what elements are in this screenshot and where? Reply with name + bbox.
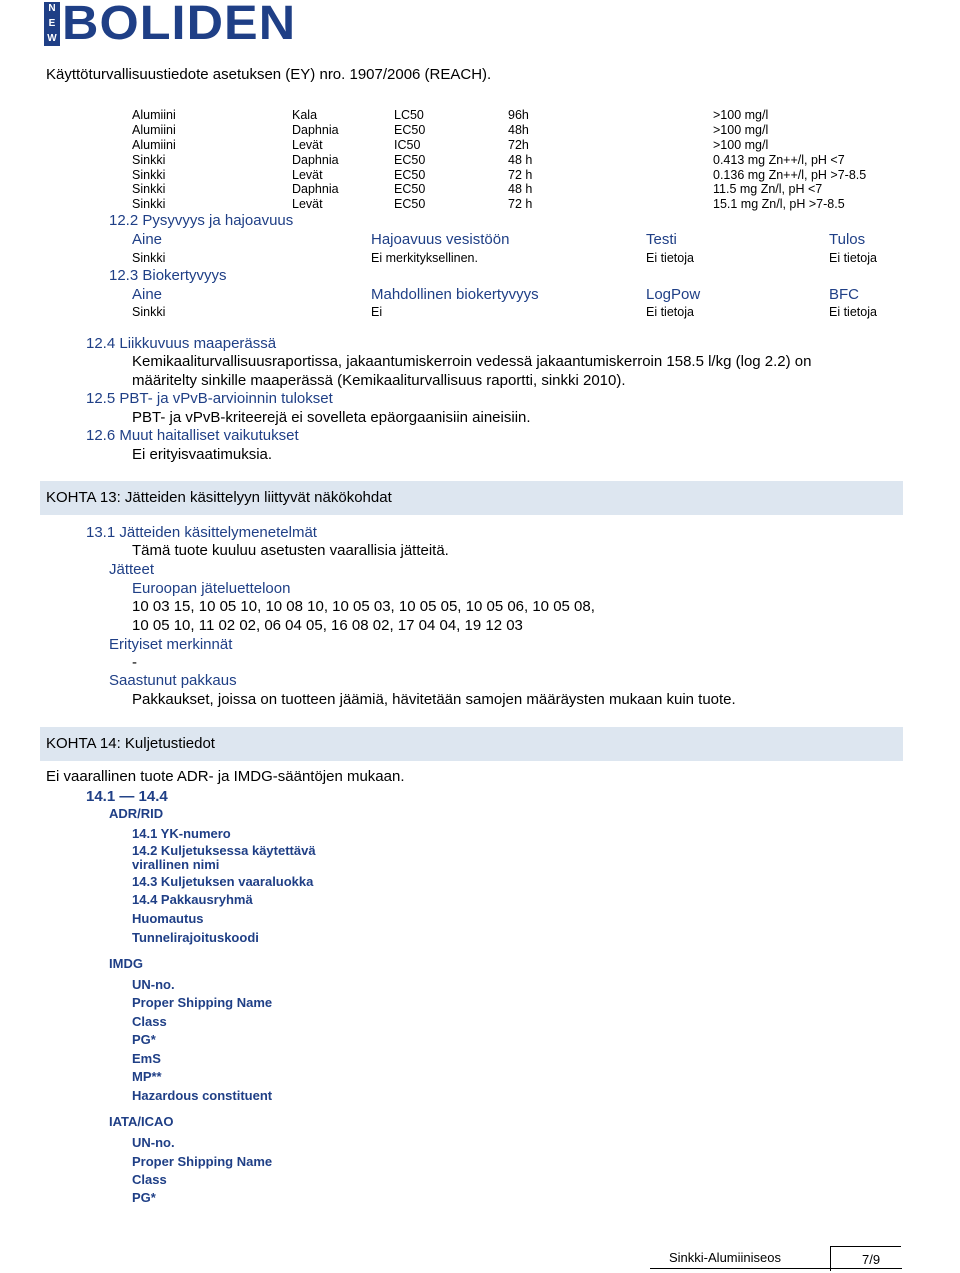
- imdg-item: PG*: [132, 1032, 156, 1047]
- iata-item: PG*: [132, 1190, 156, 1205]
- imdg-item: EmS: [132, 1051, 161, 1066]
- adr-item: 14.2 Kuljetuksessa käytettävä: [132, 843, 316, 858]
- jatteet-label: Jätteet: [109, 561, 155, 578]
- tox-cell: >100 mg/l: [713, 138, 769, 152]
- tox-cell: Alumiini: [132, 123, 176, 137]
- section-14-heading: KOHTA 14: Kuljetustiedot: [46, 735, 215, 752]
- footer-page-number: 7/9: [862, 1252, 881, 1267]
- tox-cell: Kala: [292, 108, 318, 122]
- tox-cell: EC50: [394, 153, 426, 167]
- section-12-3-title: 12.3 Biokertyvyys: [109, 267, 227, 284]
- table-header: LogPow: [646, 286, 701, 303]
- tox-cell: 72h: [508, 138, 529, 152]
- adr-item: Tunnelirajoituskoodi: [132, 930, 259, 945]
- tox-cell: Alumiini: [132, 138, 176, 152]
- tox-cell: >100 mg/l: [713, 108, 769, 122]
- waste-codes: 10 03 15, 10 05 10, 10 08 10, 10 05 03, 10 05 05, 10 05 06, 10 05 08,: [132, 598, 595, 615]
- iata-item: Proper Shipping Name: [132, 1154, 273, 1169]
- iata-item: Class: [132, 1172, 167, 1187]
- tox-cell: Sinkki: [132, 182, 166, 196]
- section-12-4-text: määritelty sinkille maaperässä (Kemikaaliturvallisuus raportti, sinkki 2010).: [132, 372, 626, 389]
- imdg-item: Hazardous constituent: [132, 1088, 273, 1103]
- adr-item: virallinen nimi: [132, 857, 220, 872]
- tox-cell: >100 mg/l: [713, 123, 769, 137]
- tox-cell: 48h: [508, 123, 529, 137]
- imdg-item: Proper Shipping Name: [132, 995, 273, 1010]
- waste-list-label: Euroopan jäteluetteloon: [132, 580, 291, 597]
- special-markings-label: Erityiset merkinnät: [109, 636, 233, 653]
- iata-item: UN-no.: [132, 1135, 175, 1150]
- tox-cell: 72 h: [508, 168, 533, 182]
- logo-new-letter: W: [47, 32, 57, 44]
- tox-cell: Levät: [292, 138, 323, 152]
- tox-cell: Levät: [292, 168, 323, 182]
- iata-icao-label: IATA/ICAO: [109, 1114, 174, 1129]
- section-12-5-text: PBT- ja vPvB-kriteerejä ei sovelleta epäorgaanisiin aineisiin.: [132, 409, 531, 426]
- tox-cell: 15.1 mg Zn/l, pH >7-8.5: [713, 197, 845, 211]
- tox-cell: EC50: [394, 168, 426, 182]
- logo-new-letter: N: [48, 3, 56, 15]
- tox-cell: 48 h: [508, 153, 533, 167]
- boliden-logo: [44, 0, 306, 50]
- transport-intro: Ei vaarallinen tuote ADR- ja IMDG-sääntöjen mukaan.: [46, 768, 405, 785]
- table-header: Aine: [132, 231, 163, 248]
- imdg-item: MP**: [132, 1069, 162, 1084]
- tox-cell: EC50: [394, 182, 426, 196]
- footer-product-name: Sinkki-Alumiiniseos: [669, 1250, 781, 1265]
- tox-cell: IC50: [394, 138, 421, 152]
- adr-rid-label: ADR/RID: [109, 806, 164, 821]
- tox-cell: 48 h: [508, 182, 533, 196]
- table-header: Mahdollinen biokertyvyys: [371, 286, 539, 303]
- tox-cell: Sinkki: [132, 168, 166, 182]
- document-header: Käyttöturvallisuustiedote asetuksen (EY) nro. 1907/2006 (REACH).: [46, 66, 492, 83]
- tox-cell: Sinkki: [132, 197, 166, 211]
- section-12-5-title: 12.5 PBT- ja vPvB-arvioinnin tulokset: [86, 390, 333, 407]
- tox-cell: 0.413 mg Zn++/l, pH <7: [713, 153, 845, 167]
- table-header: BFC: [829, 286, 859, 303]
- tox-cell: EC50: [394, 123, 426, 137]
- special-markings-value: -: [132, 654, 137, 671]
- table-cell: Ei tietoja: [646, 251, 694, 265]
- tox-cell: Daphnia: [292, 153, 339, 167]
- imdg-label: IMDG: [109, 956, 143, 971]
- table-header: Aine: [132, 286, 163, 303]
- table-cell: Sinkki: [132, 305, 166, 319]
- section-12-6-text: Ei erityisvaatimuksia.: [132, 446, 273, 463]
- table-cell: Sinkki: [132, 251, 166, 265]
- imdg-item: UN-no.: [132, 977, 175, 992]
- tox-cell: 72 h: [508, 197, 533, 211]
- tox-cell: 0.136 mg Zn++/l, pH >7-8.5: [713, 168, 867, 182]
- adr-item: 14.1 YK-numero: [132, 826, 231, 841]
- section-13-band: [40, 481, 903, 515]
- imdg-item: Class: [132, 1014, 167, 1029]
- footer-rule: [650, 1268, 902, 1269]
- adr-item: 14.4 Pakkausryhmä: [132, 892, 253, 907]
- adr-item: 14.3 Kuljetuksen vaaraluokka: [132, 874, 314, 889]
- section-12-4-title: 12.4 Liikkuvuus maaperässä: [86, 335, 277, 352]
- contaminated-packaging-text: Pakkaukset, joissa on tuotteen jäämiä, hävitetään samojen määräysten mukaan kuin tuote.: [132, 691, 736, 708]
- section-12-4-text: Kemikaaliturvallisuusraportissa, jakaantumiskerroin vedessä jakaantumiskerroin 158.5 l/kg (log 2.2) on: [132, 353, 812, 370]
- contaminated-packaging-label: Saastunut pakkaus: [109, 672, 237, 689]
- tox-cell: LC50: [394, 108, 424, 122]
- section-13-heading: KOHTA 13: Jätteiden käsittelyyn liittyvät näkökohdat: [46, 489, 392, 506]
- table-header: Testi: [646, 231, 677, 248]
- tox-cell: Daphnia: [292, 182, 339, 196]
- tox-cell: Sinkki: [132, 153, 166, 167]
- table-cell: Ei tietoja: [829, 305, 877, 319]
- table-cell: Ei tietoja: [646, 305, 694, 319]
- table-cell: Ei: [371, 305, 383, 319]
- section-12-2-title: 12.2 Pysyvyys ja hajoavuus: [109, 212, 294, 229]
- tox-cell: Alumiini: [132, 108, 176, 122]
- section-14-range: 14.1 — 14.4: [86, 788, 168, 805]
- table-header: Tulos: [829, 231, 866, 248]
- table-header: Hajoavuus vesistöön: [371, 231, 510, 248]
- section-12-6-title: 12.6 Muut haitalliset vaikutukset: [86, 427, 299, 444]
- logo-new-mark: [44, 2, 60, 46]
- tox-cell: EC50: [394, 197, 426, 211]
- tox-cell: Daphnia: [292, 123, 339, 137]
- table-cell: Ei merkityksellinen.: [371, 251, 478, 265]
- adr-item: Huomautus: [132, 911, 204, 926]
- section-13-1-text: Tämä tuote kuuluu asetusten vaarallisia jätteitä.: [132, 542, 449, 559]
- waste-codes: 10 05 10, 11 02 02, 06 04 05, 16 08 02, 17 04 04, 19 12 03: [132, 617, 523, 634]
- tox-cell: 96h: [508, 108, 529, 122]
- tox-cell: Levät: [292, 197, 323, 211]
- tox-cell: 11.5 mg Zn/l, pH <7: [713, 182, 823, 196]
- logo-wordmark: BOLIDEN: [62, 0, 297, 50]
- section-14-band: [40, 727, 903, 761]
- section-13-1-title: 13.1 Jätteiden käsittelymenetelmät: [86, 524, 317, 541]
- table-cell: Ei tietoja: [829, 251, 877, 265]
- logo-new-letter: E: [48, 17, 56, 29]
